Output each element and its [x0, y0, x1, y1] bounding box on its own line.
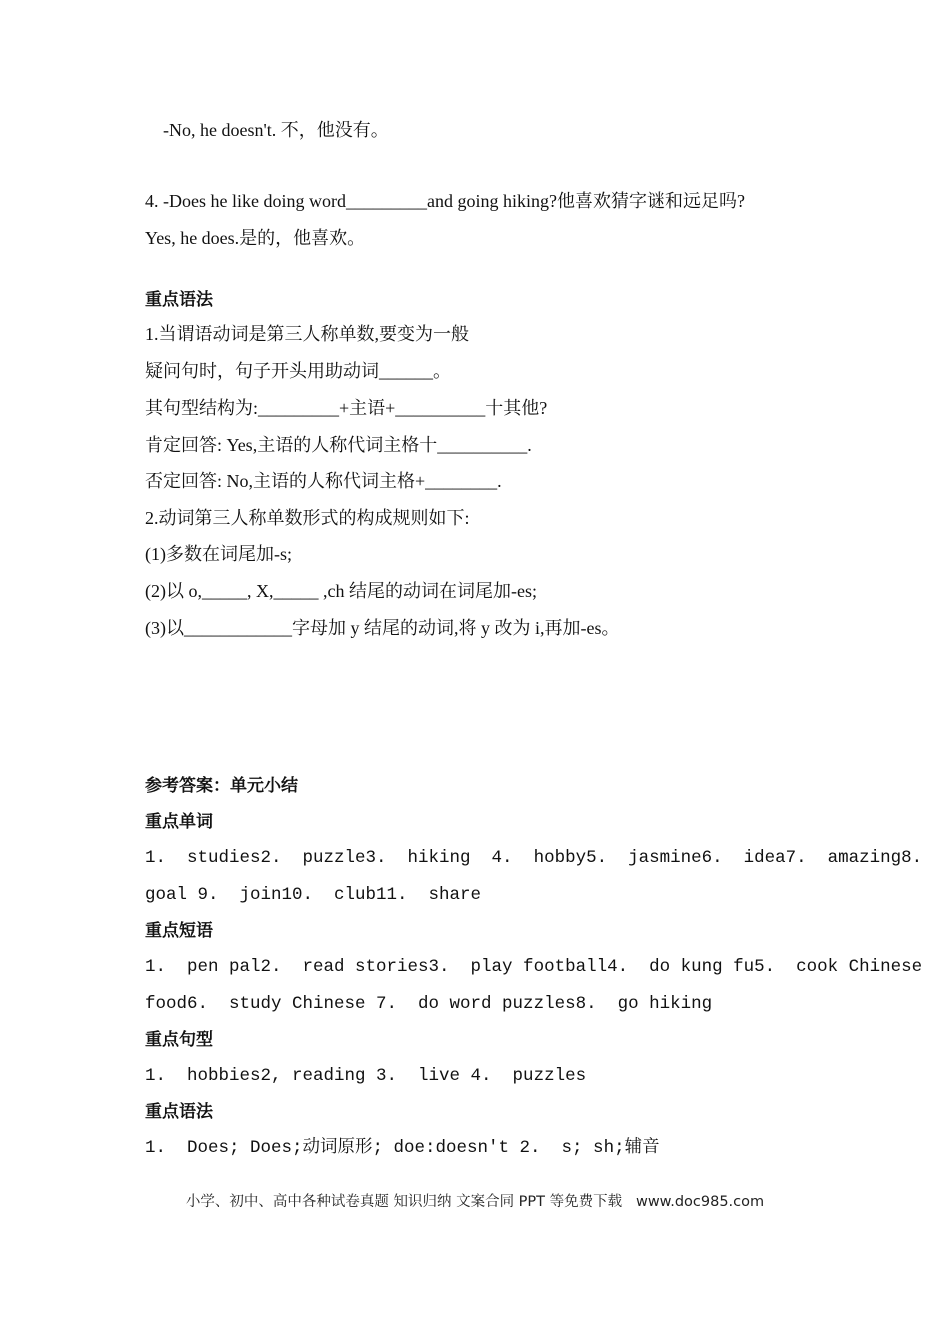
grammar-line: (1)多数在词尾加-s; [145, 544, 292, 564]
phrases-heading: 重点短语 [145, 921, 213, 941]
grammar-line: (3)以____________字母加 y 结尾的动词,将 y 改为 i,再加-es。 [145, 618, 620, 638]
words-line: 1. studies2. puzzle3. hiking 4. hobby5. jasmine6. idea7. amazing8. [145, 848, 923, 868]
grammar-line: 疑问句时，句子开头用助动词______。 [145, 361, 451, 381]
phrases-line: food6. study Chinese 7. do word puzzles8. go hiking [145, 994, 713, 1014]
answer-yes-line: Yes, he does.是的，他喜欢。 [145, 228, 366, 248]
grammar-line: 否定回答: No,主语的人称代词主格+________. [145, 471, 502, 491]
answers-grammar-line: 1. Does; Does;动词原形; doe:doesn't 2. s; sh;辅音 [145, 1138, 660, 1158]
page-footer: 小学、初中、高中各种试卷真题 知识归纳 文案合同 PPT 等免费下载 www.doc985.com [185, 1194, 765, 1210]
sentences-heading: 重点句型 [145, 1030, 213, 1050]
question-4-line: 4. -Does he like doing word_________and going hiking?他喜欢猜字谜和远足吗? [145, 191, 745, 211]
words-line: goal 9. join10. club11. share [145, 885, 482, 905]
grammar-heading: 重点语法 [145, 290, 213, 310]
phrases-line: 1. pen pal2. read stories3. play football4. do kung fu5. cook Chinese [145, 957, 923, 977]
sentences-line: 1. hobbies2, reading 3. live 4. puzzles [145, 1066, 587, 1086]
answers-grammar-heading: 重点语法 [145, 1102, 213, 1122]
grammar-line: 2.动词第三人称单数形式的构成规则如下: [145, 508, 470, 528]
grammar-line: (2)以 o,_____, X,_____ ,ch 结尾的动词在词尾加-es; [145, 581, 537, 601]
answers-title: 参考答案：单元小结 [145, 776, 298, 796]
answer-no-line: -No, he doesn't. 不，他没有。 [163, 120, 389, 140]
grammar-line: 1.当谓语动词是第三人称单数,要变为一般 [145, 324, 469, 344]
grammar-line: 其句型结构为:_________+主语+__________十其他? [145, 398, 548, 418]
words-heading: 重点单词 [145, 812, 213, 832]
grammar-line: 肯定回答: Yes,主语的人称代词主格十__________. [145, 435, 532, 455]
